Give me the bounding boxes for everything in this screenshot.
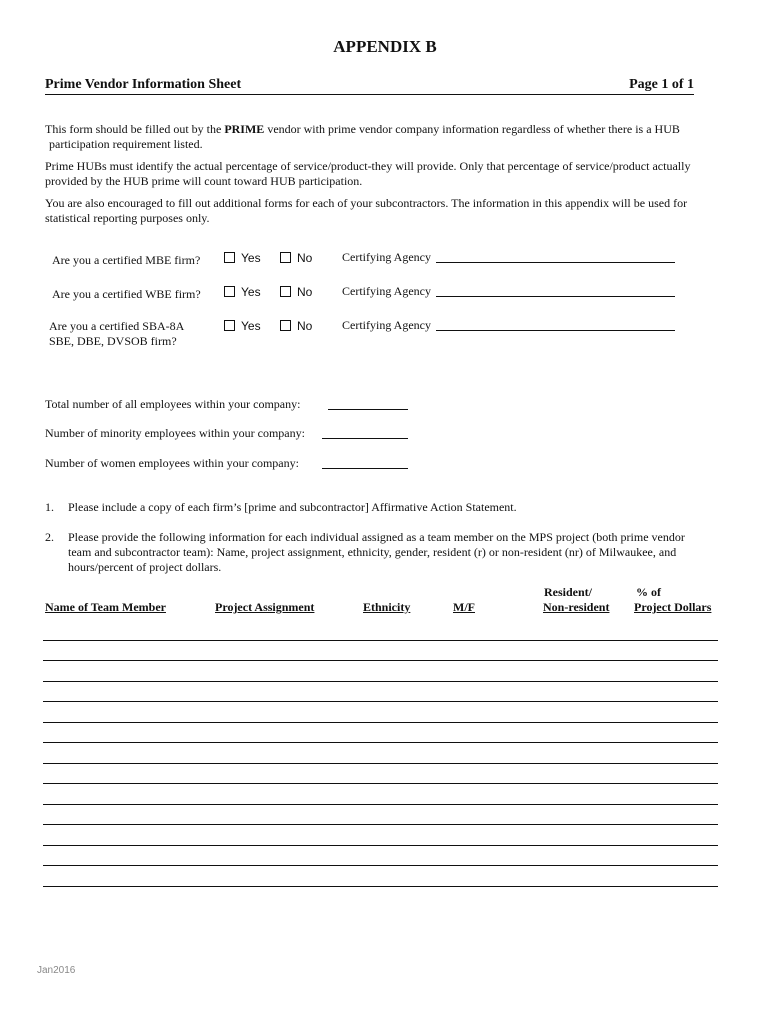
- intro-paragraph-2: [45, 159, 735, 189]
- intro-text: This form should be filled out by the: [45, 122, 225, 136]
- team-member-row[interactable]: [43, 886, 718, 887]
- item-1-number: 1.: [45, 500, 54, 514]
- mbe-yes-checkbox[interactable]: [224, 251, 261, 265]
- item-2-text: [68, 530, 718, 575]
- column-header-dollars-top: % of: [636, 585, 661, 599]
- sba-agency-label: Certifying Agency: [342, 318, 431, 332]
- document-title: APPENDIX B: [333, 37, 437, 56]
- p2-line1: Prime HUBs must identify the actual percentage of service/product-they will provide. Only that percentage of service/product actually: [45, 159, 691, 173]
- intro-text-cont: vendor with prime vendor company information regardless of whether there is a HUB: [264, 122, 680, 136]
- item-2-line3: hours/percent of project dollars.: [68, 560, 222, 574]
- team-member-row[interactable]: [43, 865, 718, 866]
- column-header-ethnicity: Ethnicity: [363, 600, 411, 614]
- checkbox-icon: [224, 252, 235, 263]
- column-header-assignment: Project Assignment: [215, 600, 315, 614]
- footer-date: Jan2016: [37, 965, 76, 976]
- sba-agency-field[interactable]: [436, 330, 675, 331]
- team-member-row[interactable]: [43, 824, 718, 825]
- wbe-yes-checkbox[interactable]: [224, 285, 261, 299]
- total-employees-field[interactable]: [328, 409, 408, 410]
- sheet-header: [45, 74, 694, 95]
- item-2-number: 2.: [45, 530, 54, 544]
- item-2-line1: Please provide the following information for each individual assigned as a team member on the MPS project (both prime vendor: [68, 530, 685, 544]
- item-2-line2: team and subcontractor team): Name, project assignment, ethnicity, gender, resident (r) or non-resident (nr) of Milwaukee, and: [68, 545, 677, 559]
- team-member-row[interactable]: [43, 701, 718, 702]
- women-employees-field[interactable]: [322, 468, 408, 469]
- team-member-row[interactable]: [43, 804, 718, 805]
- sba-yes-checkbox[interactable]: [224, 319, 261, 333]
- checkbox-icon: [224, 320, 235, 331]
- minority-employees-field[interactable]: [322, 438, 408, 439]
- question-wbe: Are you a certified WBE firm?: [52, 287, 201, 301]
- no-label: No: [297, 251, 313, 265]
- checkbox-icon: [280, 320, 291, 331]
- total-employees-label: Total number of all employees within your company:: [45, 397, 301, 411]
- question-sba: [49, 319, 184, 349]
- intro-text-line2: participation requirement listed.: [49, 137, 203, 151]
- minority-employees-label: Number of minority employees within your company:: [45, 426, 305, 440]
- sba-no-checkbox[interactable]: [280, 319, 312, 333]
- item-1-text: Please include a copy of each firm’s [prime and subcontractor] Affirmative Action Statement.: [68, 500, 517, 514]
- intro-paragraph-1: [45, 122, 735, 152]
- wbe-no-checkbox[interactable]: [280, 285, 312, 299]
- team-member-row[interactable]: [43, 845, 718, 846]
- wbe-agency-field[interactable]: [436, 296, 675, 297]
- column-header-name: Name of Team Member: [45, 600, 166, 614]
- question-mbe: Are you a certified MBE firm?: [52, 253, 201, 267]
- yes-label: Yes: [241, 285, 261, 299]
- team-member-row[interactable]: [43, 681, 718, 682]
- page-indicator: Page 1 of 1: [629, 77, 694, 92]
- yes-label: Yes: [241, 319, 261, 333]
- column-header-mf: M/F: [453, 600, 475, 614]
- column-header-resident-top: Resident/: [544, 585, 592, 599]
- no-label: No: [297, 285, 313, 299]
- checkbox-icon: [280, 286, 291, 297]
- checkbox-icon: [280, 252, 291, 263]
- team-member-row[interactable]: [43, 783, 718, 784]
- prime-emphasis: PRIME: [224, 122, 265, 136]
- question-sba-line2: SBE, DBE, DVSOB firm?: [49, 334, 177, 348]
- column-header-resident: Non-resident: [543, 600, 610, 614]
- wbe-agency-label: Certifying Agency: [342, 284, 431, 298]
- team-member-row[interactable]: [43, 722, 718, 723]
- p3-line2: statistical reporting purposes only.: [45, 211, 210, 225]
- sheet-header-title: Prime Vendor Information Sheet: [45, 77, 242, 92]
- team-member-row[interactable]: [43, 640, 718, 641]
- mbe-no-checkbox[interactable]: [280, 251, 312, 265]
- yes-label: Yes: [241, 251, 261, 265]
- intro-paragraph-3: [45, 196, 735, 226]
- checkbox-icon: [224, 286, 235, 297]
- question-sba-line1: Are you a certified SBA-8A: [49, 319, 185, 333]
- column-header-dollars: Project Dollars: [634, 600, 712, 614]
- team-member-row[interactable]: [43, 660, 718, 661]
- team-member-row[interactable]: [43, 763, 718, 764]
- p2-line2: provided by the HUB prime will count toward HUB participation.: [45, 174, 363, 188]
- mbe-agency-field[interactable]: [436, 262, 675, 263]
- women-employees-label: Number of women employees within your company:: [45, 456, 299, 470]
- no-label: No: [297, 319, 313, 333]
- mbe-agency-label: Certifying Agency: [342, 250, 431, 264]
- team-member-row[interactable]: [43, 742, 718, 743]
- p3-line1: You are also encouraged to fill out additional forms for each of your subcontractors. The information in this appendix will be used for: [45, 196, 688, 210]
